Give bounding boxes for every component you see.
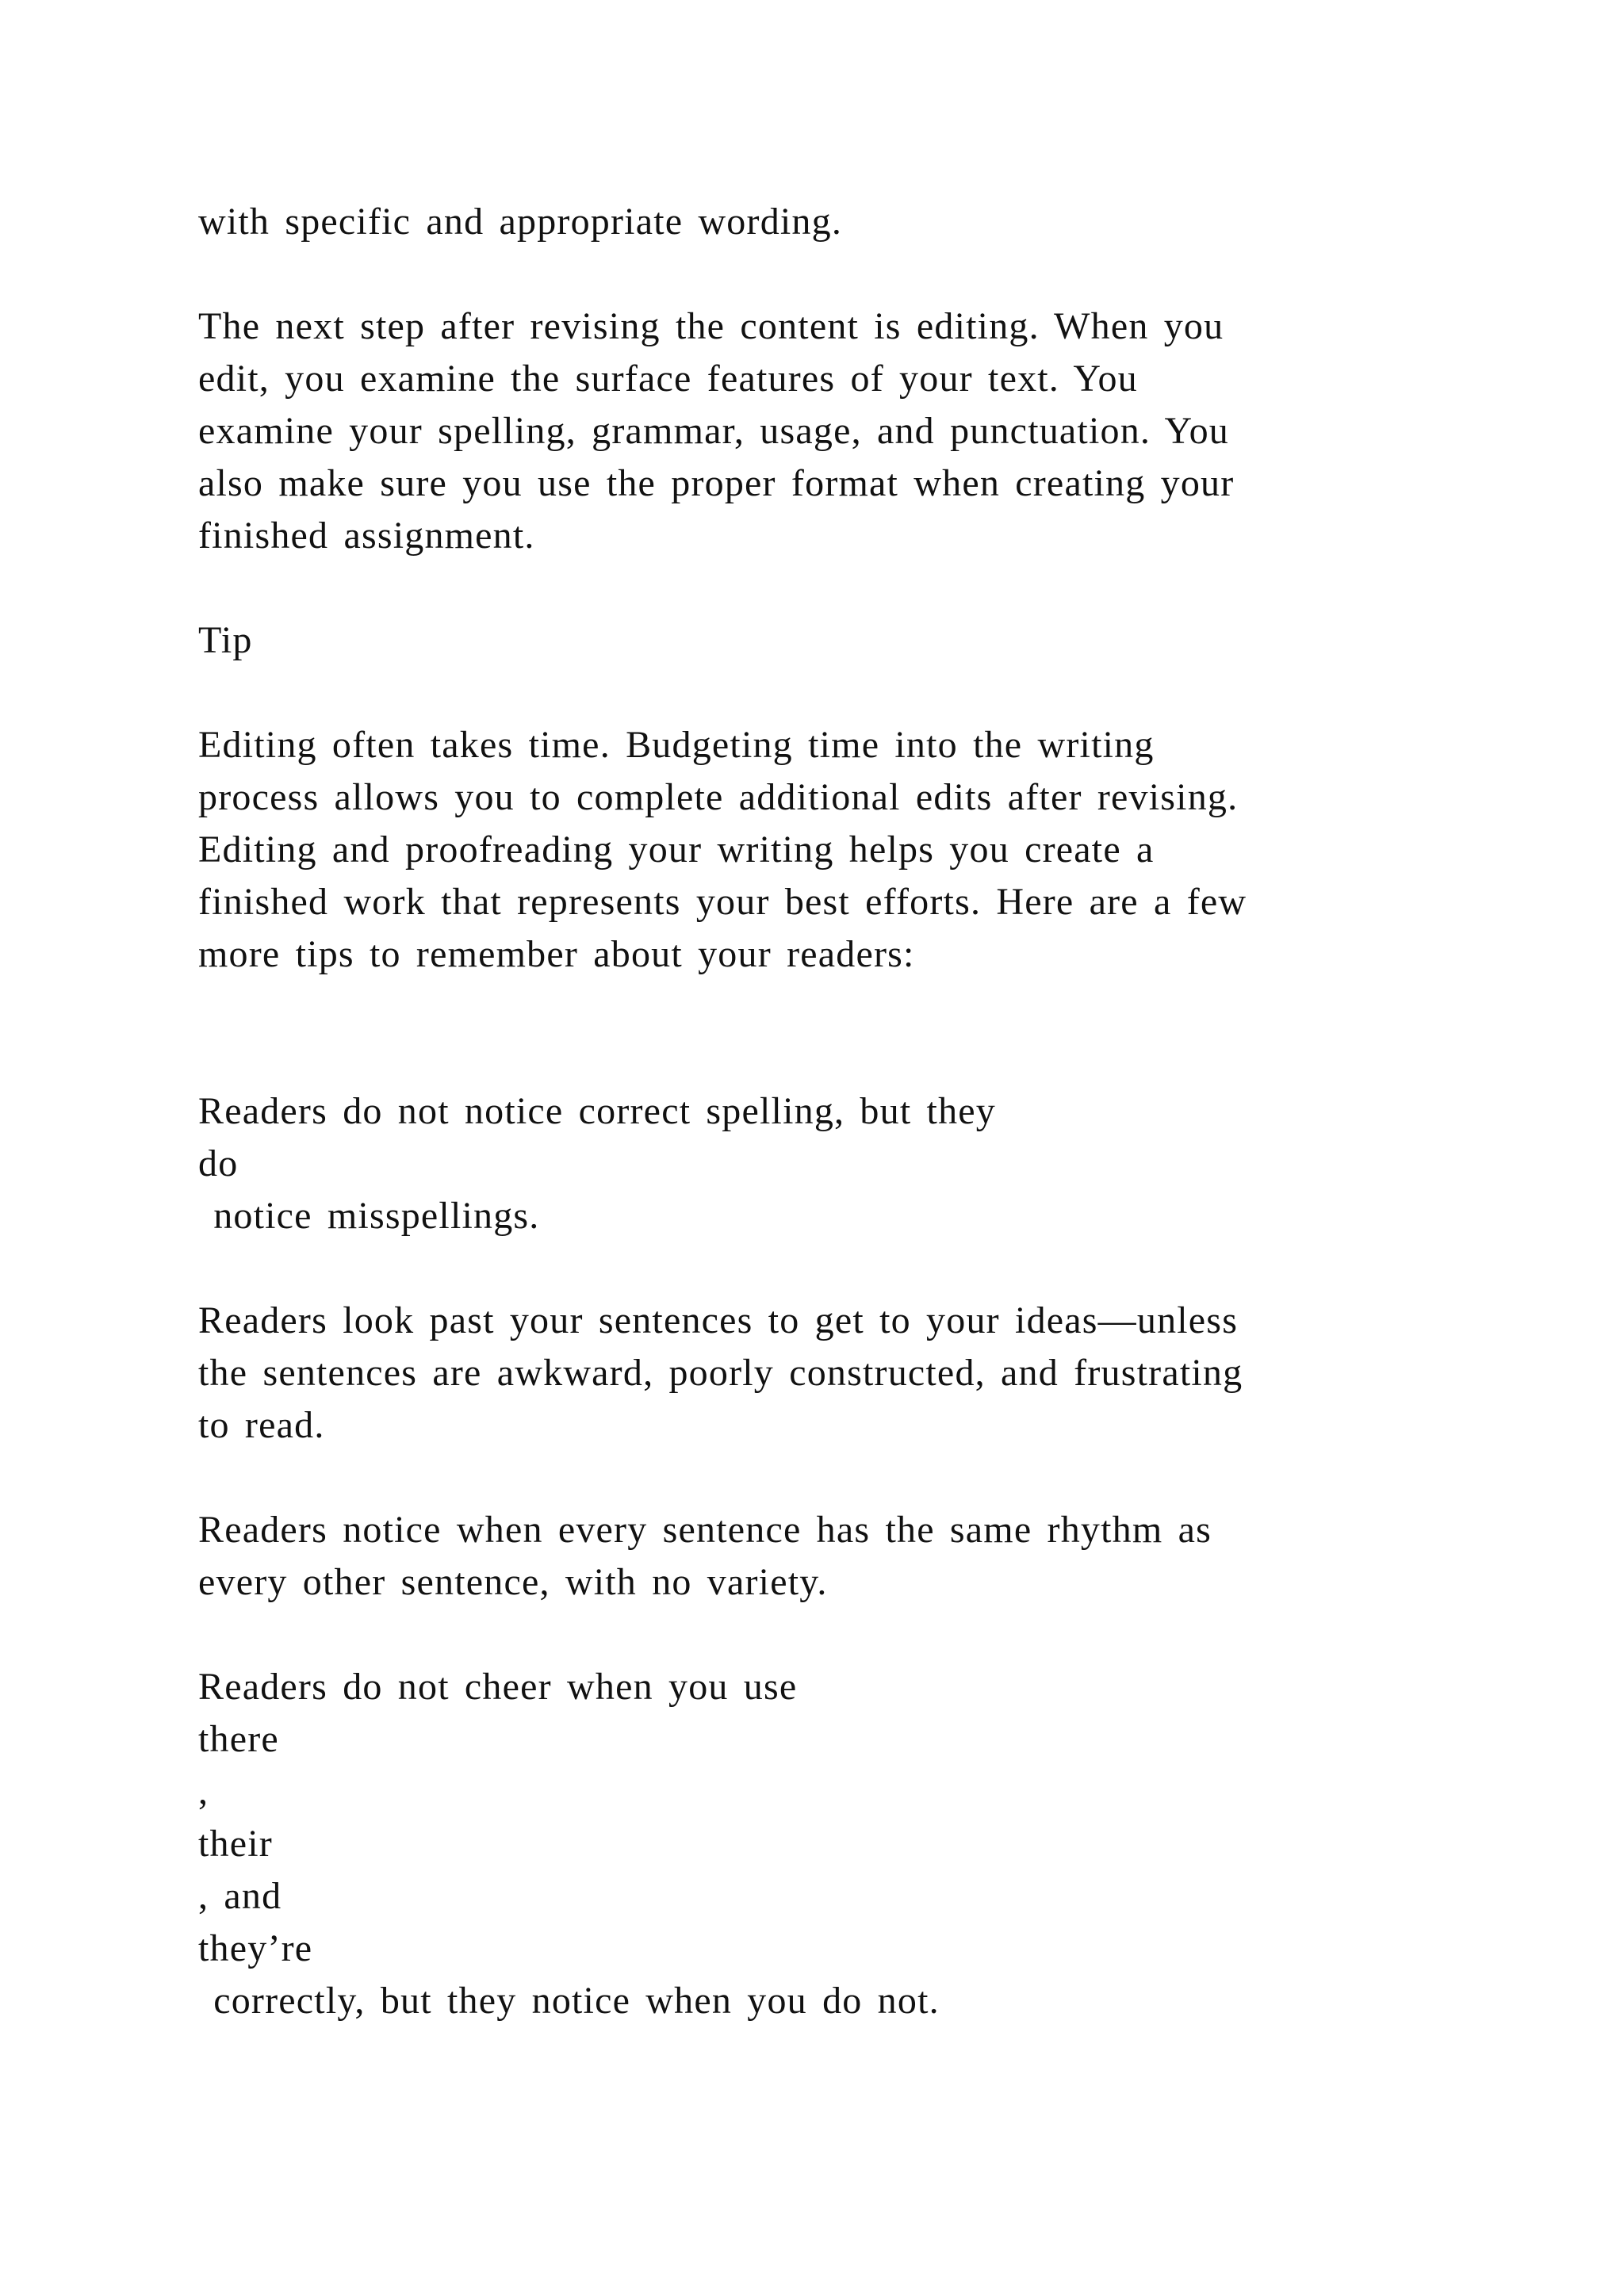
- text-line: edit, you examine the surface features of your text. You: [198, 358, 1138, 400]
- text-line: more tips to remember about your readers:: [198, 933, 915, 975]
- text-line: correctly, but they notice when you do not.: [198, 1980, 940, 2022]
- text-line: to read.: [198, 1404, 325, 1446]
- text-line: process allows you to complete additional edits after revising.: [198, 776, 1239, 818]
- text-line: Editing and proofreading your writing helps you create a: [198, 828, 1155, 871]
- text-line: examine your spelling, grammar, usage, and punctuation. You: [198, 410, 1229, 452]
- text-line: notice misspellings.: [198, 1195, 540, 1237]
- text-line: Readers do not notice correct spelling, but they: [198, 1090, 996, 1132]
- tip-heading: Tip: [198, 619, 253, 661]
- text-line: The next step after revising the content is editing. When you: [198, 305, 1224, 347]
- text-line: the sentences are awkward, poorly constructed, and frustrating: [198, 1352, 1243, 1394]
- text-line: Editing often takes time. Budgeting time into the writing: [198, 724, 1155, 766]
- text-line: also make sure you use the proper format when creating your: [198, 462, 1235, 504]
- text-line: , and: [198, 1875, 282, 1917]
- text-line: ,: [198, 1770, 209, 1812]
- text-line: their: [198, 1823, 273, 1865]
- text-line: finished assignment.: [198, 515, 535, 557]
- text-line: do: [198, 1142, 239, 1184]
- text-line: Readers do not cheer when you use: [198, 1666, 798, 1708]
- text-line: every other sentence, with no variety.: [198, 1561, 828, 1603]
- text-line: finished work that represents your best efforts. Here are a few: [198, 881, 1247, 923]
- text-line: Readers look past your sentences to get to your ideas—unless: [198, 1299, 1239, 1341]
- text-line: there: [198, 1718, 279, 1760]
- text-line: they’re: [198, 1927, 313, 1969]
- text-line: with specific and appropriate wording.: [198, 201, 843, 243]
- text-line: Readers notice when every sentence has the same rhythm as: [198, 1509, 1212, 1551]
